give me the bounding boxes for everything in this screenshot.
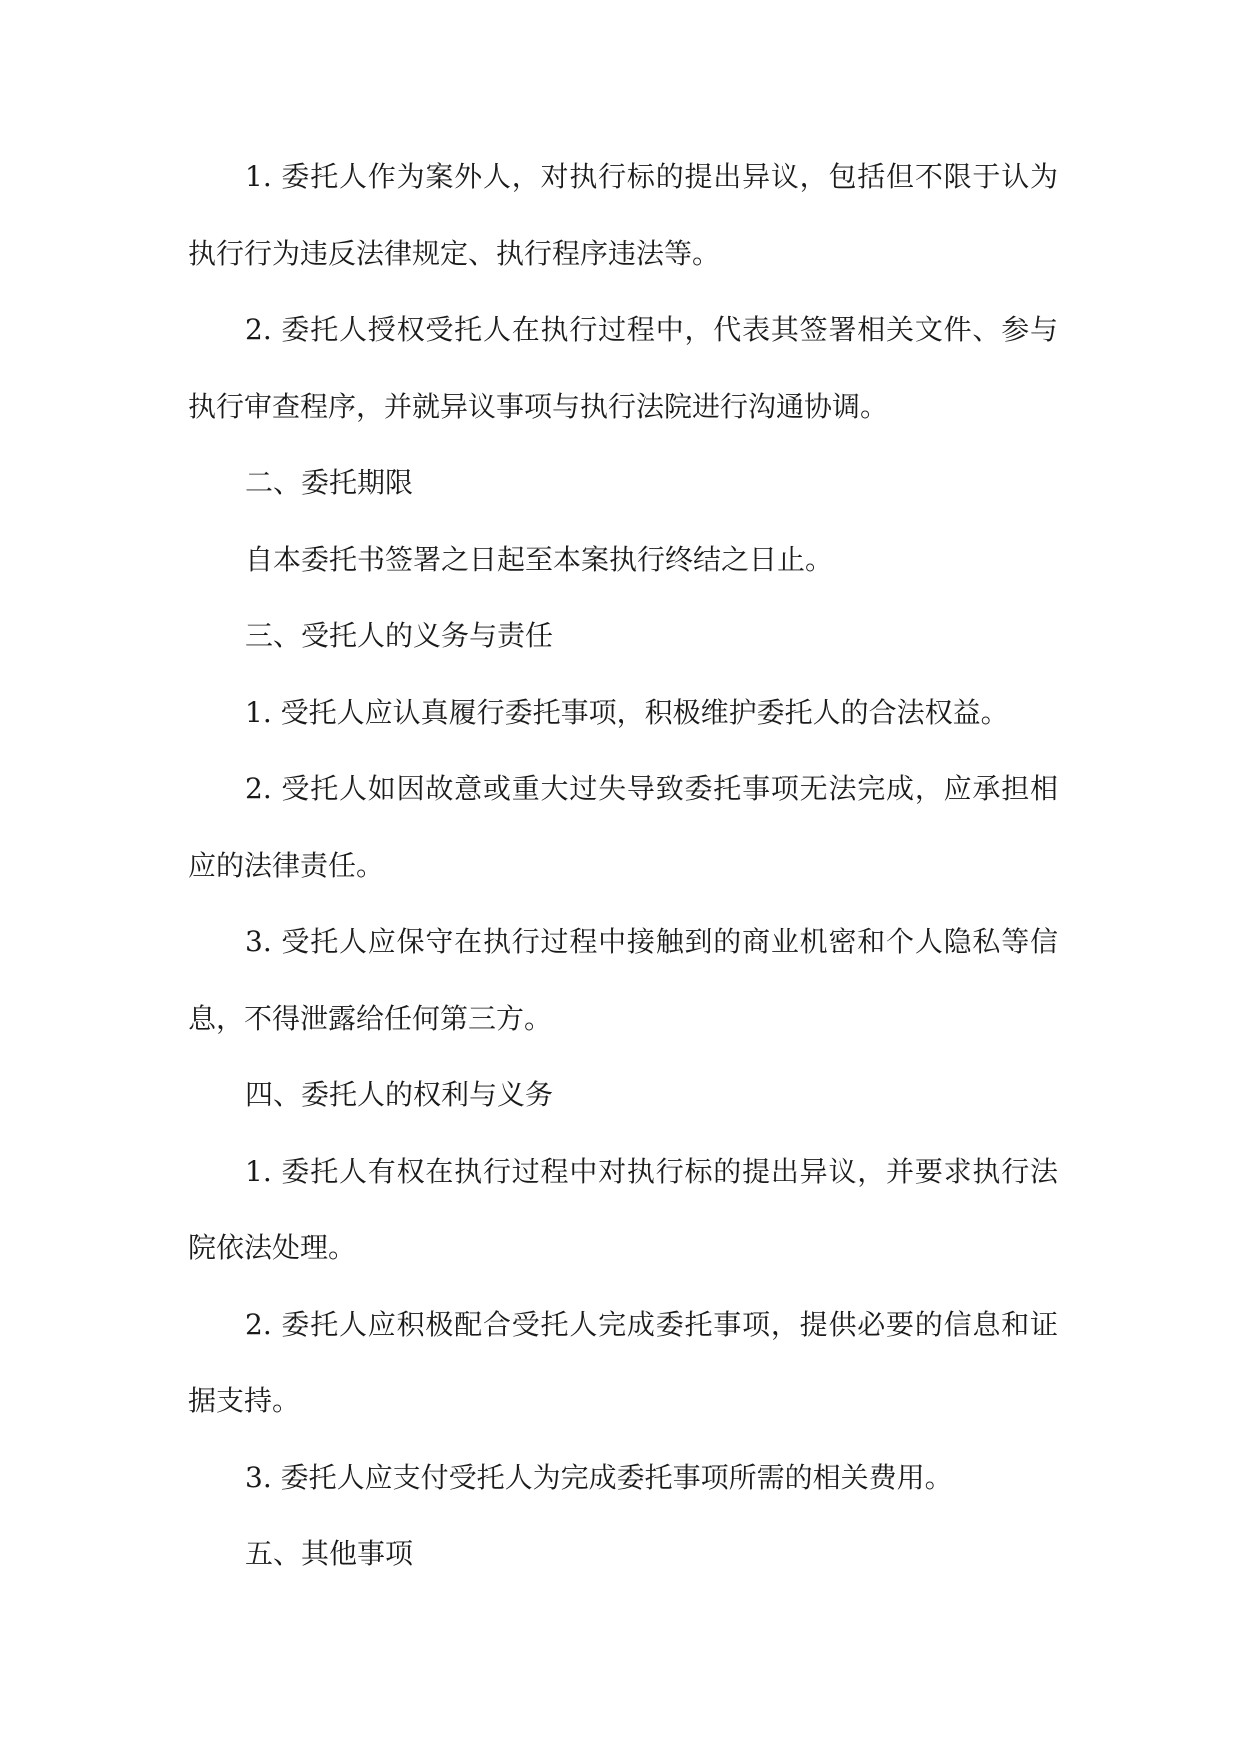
clause-1-1: 1. 委托人作为案外人，对执行标的提出异议，包括但不限于认为执行行为违反法律规定、执行程序违法等。 bbox=[188, 160, 1058, 270]
clause-4-2: 2. 委托人应积极配合受托人完成委托事项，提供必要的信息和证据支持。 bbox=[188, 1307, 1058, 1417]
clause-3-3: 3. 受托人应保守在执行过程中接触到的商业机密和个人隐私等信息，不得泄露给任何第三方。 bbox=[188, 925, 1058, 1035]
section-heading-term: 二、委托期限 bbox=[245, 466, 414, 499]
clause-4-3: 3. 委托人应支付受托人为完成委托事项所需的相关费用。 bbox=[245, 1460, 953, 1494]
clause-1-2: 2. 委托人授权受托人在执行过程中，代表其签署相关文件、参与执行审查程序，并就异议事项与执行法院进行沟通协调。 bbox=[188, 313, 1058, 423]
clause-3-2: 2. 受托人如因故意或重大过失导致委托事项无法完成，应承担相应的法律责任。 bbox=[188, 772, 1058, 882]
document-body bbox=[188, 139, 1058, 1593]
section-heading-principal-rights: 四、委托人的权利与义务 bbox=[245, 1078, 554, 1111]
clause-3-1: 1. 受托人应认真履行委托事项，积极维护委托人的合法权益。 bbox=[245, 695, 1009, 729]
term-text: 自本委托书签署之日起至本案执行终结之日止。 bbox=[245, 542, 834, 576]
section-heading-agent-duties: 三、受托人的义务与责任 bbox=[245, 619, 554, 652]
clause-4-1: 1. 委托人有权在执行过程中对执行标的提出异议，并要求执行法院依法处理。 bbox=[188, 1154, 1058, 1264]
section-heading-other: 五、其他事项 bbox=[245, 1537, 414, 1570]
